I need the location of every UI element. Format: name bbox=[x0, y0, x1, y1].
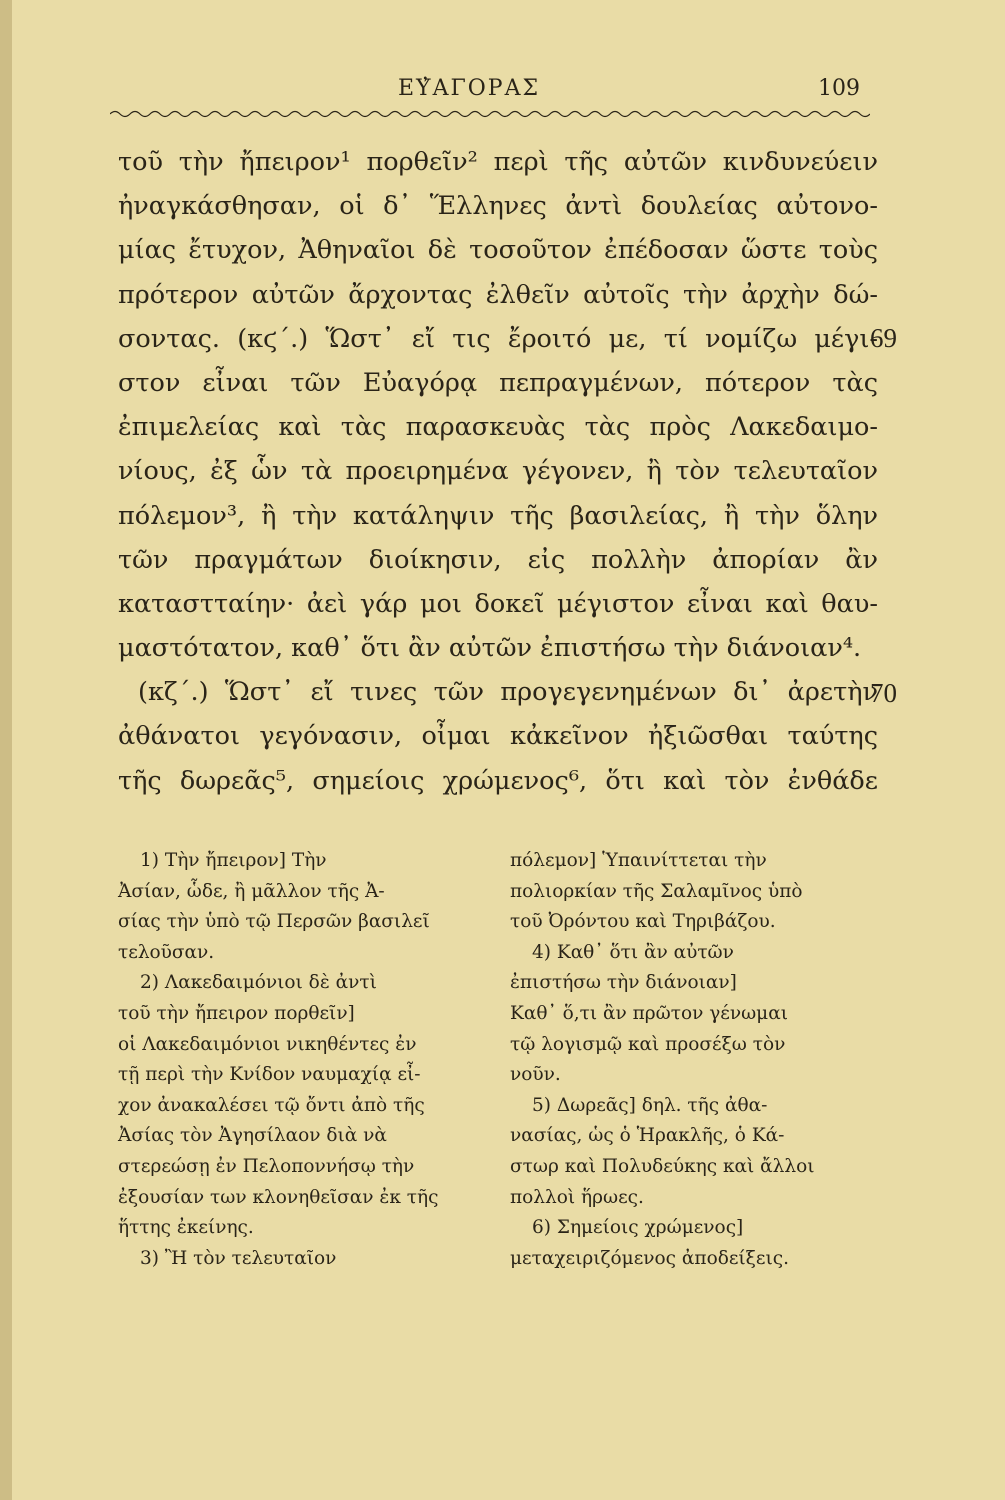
footnote-line: ἐπιστήσω τὴν διάνοιαν] bbox=[510, 972, 737, 994]
footnote-line: Ἀσίας τὸν Ἀγησίλαον διὰ νὰ bbox=[118, 1125, 387, 1147]
footnote-line: τῇ περὶ τὴν Κνίδον ναυμαχίᾳ εἶ- bbox=[118, 1064, 421, 1086]
footnote-line: χον ἀνακαλέσει τῷ ὄντι ἀπὸ τῆς bbox=[118, 1094, 425, 1116]
footnote-line: νασίας, ὡς ὁ Ἡρακλῆς, ὁ Κά- bbox=[510, 1125, 785, 1147]
text-line: σοντας. (κϛ΄.) Ὥστ᾿ εἴ τις ἔροιτό με, τί νομίζω μέγι- bbox=[118, 323, 878, 354]
footnote-line: 6) Σημείοις χρώμενος] bbox=[532, 1217, 744, 1239]
text-line: στον εἶναι τῶν Εὐαγόρᾳ πεπραγμένων, πότερον τὰς bbox=[118, 367, 878, 398]
running-title: ΕΥ̓ΑΓΟΡΑΣ bbox=[398, 76, 541, 101]
footnote-line: Καθ᾿ ὅ,τι ἂν πρῶτον γένωμαι bbox=[510, 1002, 788, 1024]
footnote-line: 1) Τὴν ἤπειρον] Τὴν bbox=[140, 850, 327, 871]
footnote-line: ἥττης ἐκείνης. bbox=[118, 1217, 254, 1239]
header-wavy-rule bbox=[110, 108, 870, 120]
margin-section-number: 69 bbox=[870, 323, 897, 353]
main-text bbox=[118, 140, 878, 803]
footnote-line: στωρ καὶ Πολυδεύκης καὶ ἄλλοι bbox=[510, 1155, 815, 1177]
footnote-line: πόλεμον] Ὑπαινίττεται τὴν bbox=[510, 850, 767, 871]
footnote-line: μεταχειριζόμενος ἀποδείξεις. bbox=[510, 1247, 789, 1269]
footnote-line: τῷ λογισμῷ καὶ προσέξω τὸν bbox=[510, 1033, 786, 1055]
text-line: ἐπιμελείας καὶ τὰς παρασκευὰς τὰς πρὸς Λακεδαιμο- bbox=[118, 412, 878, 443]
footnote-line: Ἀσίαν, ὧδε, ἢ μᾶλλον τῆς Ἀ- bbox=[118, 880, 385, 902]
footnote-line: νοῦν. bbox=[510, 1064, 561, 1086]
text-line: νίους, ἐξ ὧν τὰ προειρημένα γέγονεν, ἢ τὸν τελευταῖον bbox=[118, 456, 878, 487]
footnote-line: 4) Καθ᾿ ὅτι ἂν αὐτῶν bbox=[532, 941, 734, 963]
text-line: τοῦ τὴν ἤπειρον¹ πορθεῖν² περὶ τῆς αὐτῶν κινδυνεύειν bbox=[118, 147, 878, 177]
footnote-line: στερεώσῃ ἐν Πελοποννήσῳ τὴν bbox=[118, 1155, 415, 1177]
footnote-line: σίας τὴν ὑπὸ τῷ Περσῶν βασιλεῖ bbox=[118, 911, 430, 933]
text-line: καταστταίην· ἀεὶ γάρ μοι δοκεῖ μέγιστον εἶναι καὶ θαυ- bbox=[118, 588, 878, 619]
text-line: τῶν πραγμάτων διοίκησιν, εἰς πολλὴν ἀπορίαν ἂν bbox=[118, 544, 878, 575]
footnote-line: τοῦ Ὀρόντου καὶ Τηριβάζου. bbox=[510, 911, 776, 933]
footnote-line: τελοῦσαν. bbox=[118, 941, 215, 963]
running-header bbox=[110, 76, 870, 106]
footnote-line: ἐξουσίαν των κλονηθεῖσαν ἐκ τῆς bbox=[118, 1186, 439, 1208]
page-number: 109 bbox=[818, 76, 860, 101]
text-line: (κζ΄.) Ὥστ᾿ εἴ τινες τῶν προγεγενημένων δι᾿ ἀρετὴν bbox=[138, 677, 878, 708]
footnote-line: πολλοὶ ἥρωες. bbox=[510, 1186, 644, 1208]
text-line: ἀθάνατοι γεγόνασιν, οἶμαι κἀκεῖνον ἠξιῶσθαι ταύτης bbox=[118, 721, 878, 752]
text-line: τῆς δωρεᾶς⁵, σημείοις χρώμενος⁶, ὅτι καὶ τὸν ἐνθάδε bbox=[118, 765, 878, 796]
text-line: ἠναγκάσθησαν, οἱ δ᾿ Ἕλληνες ἀντὶ δουλείας αὐτονο- bbox=[118, 191, 878, 222]
footnote-line: 5) Δωρεᾶς] δηλ. τῆς ἀθα- bbox=[532, 1094, 768, 1116]
page-edge bbox=[0, 0, 12, 1500]
text-line: πρότερον αὐτῶν ἄρχοντας ἐλθεῖν αὐτοῖς τὴν ἀρχὴν δώ- bbox=[118, 279, 878, 310]
footnote-line: οἱ Λακεδαιμόνιοι νικηθέντες ἐν bbox=[118, 1033, 417, 1055]
margin-section-number: 70 bbox=[870, 678, 897, 708]
footnotes-right-column bbox=[510, 846, 880, 1274]
text-line: πόλεμον³, ἢ τὴν κατάληψιν τῆς βασιλείας, ἢ τὴν ὅλην bbox=[118, 500, 878, 531]
footnote-line: 2) Λακεδαιμόνιοι δὲ ἀντὶ bbox=[140, 972, 377, 994]
text-line: μαστότατον, καθ᾿ ὅτι ἂν αὐτῶν ἐπιστήσω τὴν διάνοιαν⁴. bbox=[118, 633, 862, 664]
text-line: μίας ἔτυχον, Ἀθηναῖοι δὲ τοσοῦτον ἐπέδοσαν ὥστε τοὺς bbox=[118, 235, 878, 266]
footnotes-left-column bbox=[118, 846, 486, 1274]
footnote-line: πολιορκίαν τῆς Σαλαμῖνος ὑπὸ bbox=[510, 880, 803, 902]
footnote-line: 3) Ἢ τὸν τελευταῖον bbox=[140, 1247, 337, 1269]
footnote-line: τοῦ τὴν ἤπειρον πορθεῖν] bbox=[118, 1002, 355, 1024]
